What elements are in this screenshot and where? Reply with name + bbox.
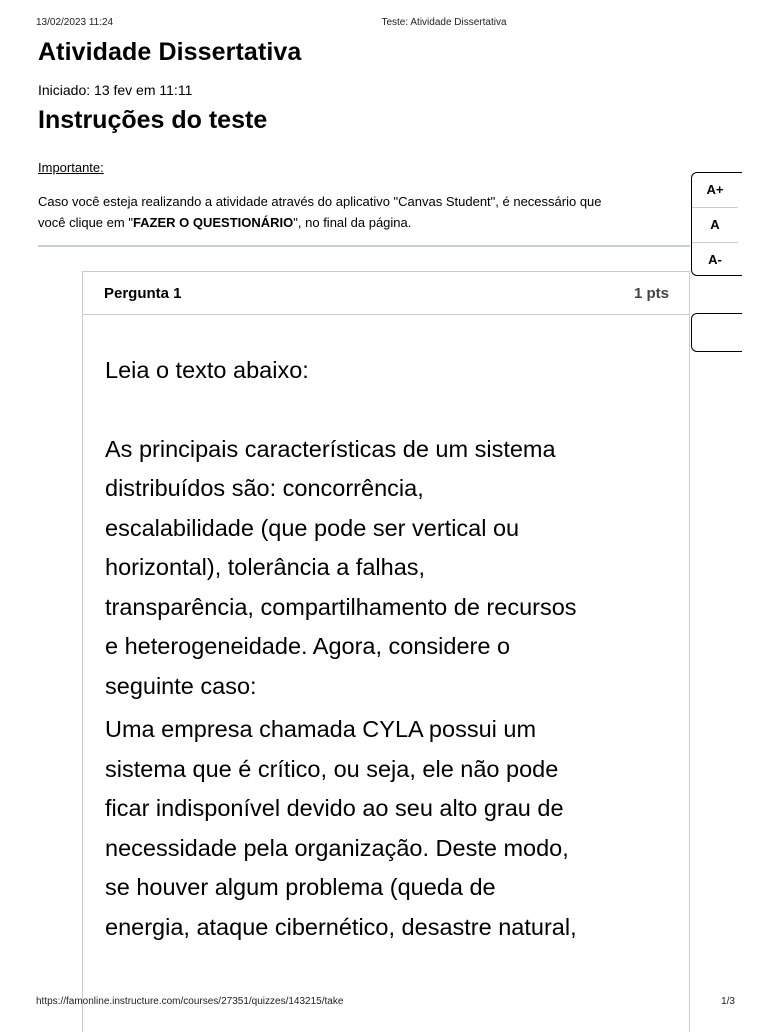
question-card — [82, 271, 690, 1032]
print-page-title: Teste: Atividade Dissertativa — [381, 17, 507, 28]
side-toggle-button[interactable] — [691, 313, 742, 352]
paragraph-line: sistema que é crítico, ou seja, ele não pode — [105, 755, 559, 782]
question-paragraph-1 — [105, 430, 667, 707]
question-name: Pergunta 1 — [104, 285, 182, 302]
paragraph-line: distribuídos são: concorrência, — [105, 475, 424, 501]
paragraph-line: necessidade pela organização. Deste modo, — [105, 834, 569, 861]
question-header — [83, 272, 689, 315]
paragraph-line: e heterogeneidade. Agora, considere o — [105, 633, 511, 659]
notice-line-2 — [38, 212, 690, 233]
take-quiz-emphasis: FAZER O QUESTIONÁRIO — [132, 215, 294, 230]
notice-text: você clique em " — [38, 215, 133, 230]
instructions-notice — [38, 191, 690, 233]
question-paragraph-2 — [105, 710, 667, 947]
paragraph-line: Uma empresa chamada CYLA possui um — [105, 716, 537, 742]
notice-line-1: Caso você esteja realizando a atividade através do aplicativo "Canvas Student", é necessário que — [38, 194, 602, 209]
paragraph-line: transparência, compartilhamento de recursos — [105, 593, 577, 620]
font-size-toolbar — [691, 172, 742, 276]
important-label: Importante: — [38, 160, 104, 175]
started-timestamp: Iniciado: 13 fev em 11:11 — [38, 82, 193, 98]
instructions-heading: Instruções do teste — [38, 106, 268, 134]
question-intro: Leia o texto abaixo: — [105, 357, 309, 383]
paragraph-line: escalabilidade (que pode ser vertical ou — [105, 514, 520, 541]
notice-text-end: ", no final da página. — [293, 215, 412, 230]
question-points: 1 pts — [633, 285, 669, 302]
decrease-font-button[interactable]: A- — [708, 252, 722, 267]
paragraph-line: horizontal), tolerância a falhas, — [105, 554, 426, 580]
quiz-title: Atividade Dissertativa — [38, 38, 302, 66]
paragraph-line: seguinte caso: — [105, 672, 257, 699]
paragraph-line: energia, ataque cibernético, desastre natural, — [105, 913, 577, 940]
print-url: https://famonline.instructure.com/courses/27351/quizzes/143215/take — [36, 996, 344, 1007]
reset-font-button[interactable]: A — [692, 208, 738, 243]
question-text — [83, 315, 689, 947]
print-page-number: 1/3 — [721, 996, 735, 1007]
paragraph-line: ficar indisponível devido ao seu alto grau de — [105, 795, 564, 821]
increase-font-button[interactable]: A+ — [692, 173, 738, 208]
print-date: 13/02/2023 11:24 — [36, 17, 114, 28]
paragraph-line: se houver algum problema (queda de — [105, 874, 496, 900]
paragraph-line: As principais características de um sistema — [105, 435, 556, 462]
section-divider — [38, 245, 690, 247]
